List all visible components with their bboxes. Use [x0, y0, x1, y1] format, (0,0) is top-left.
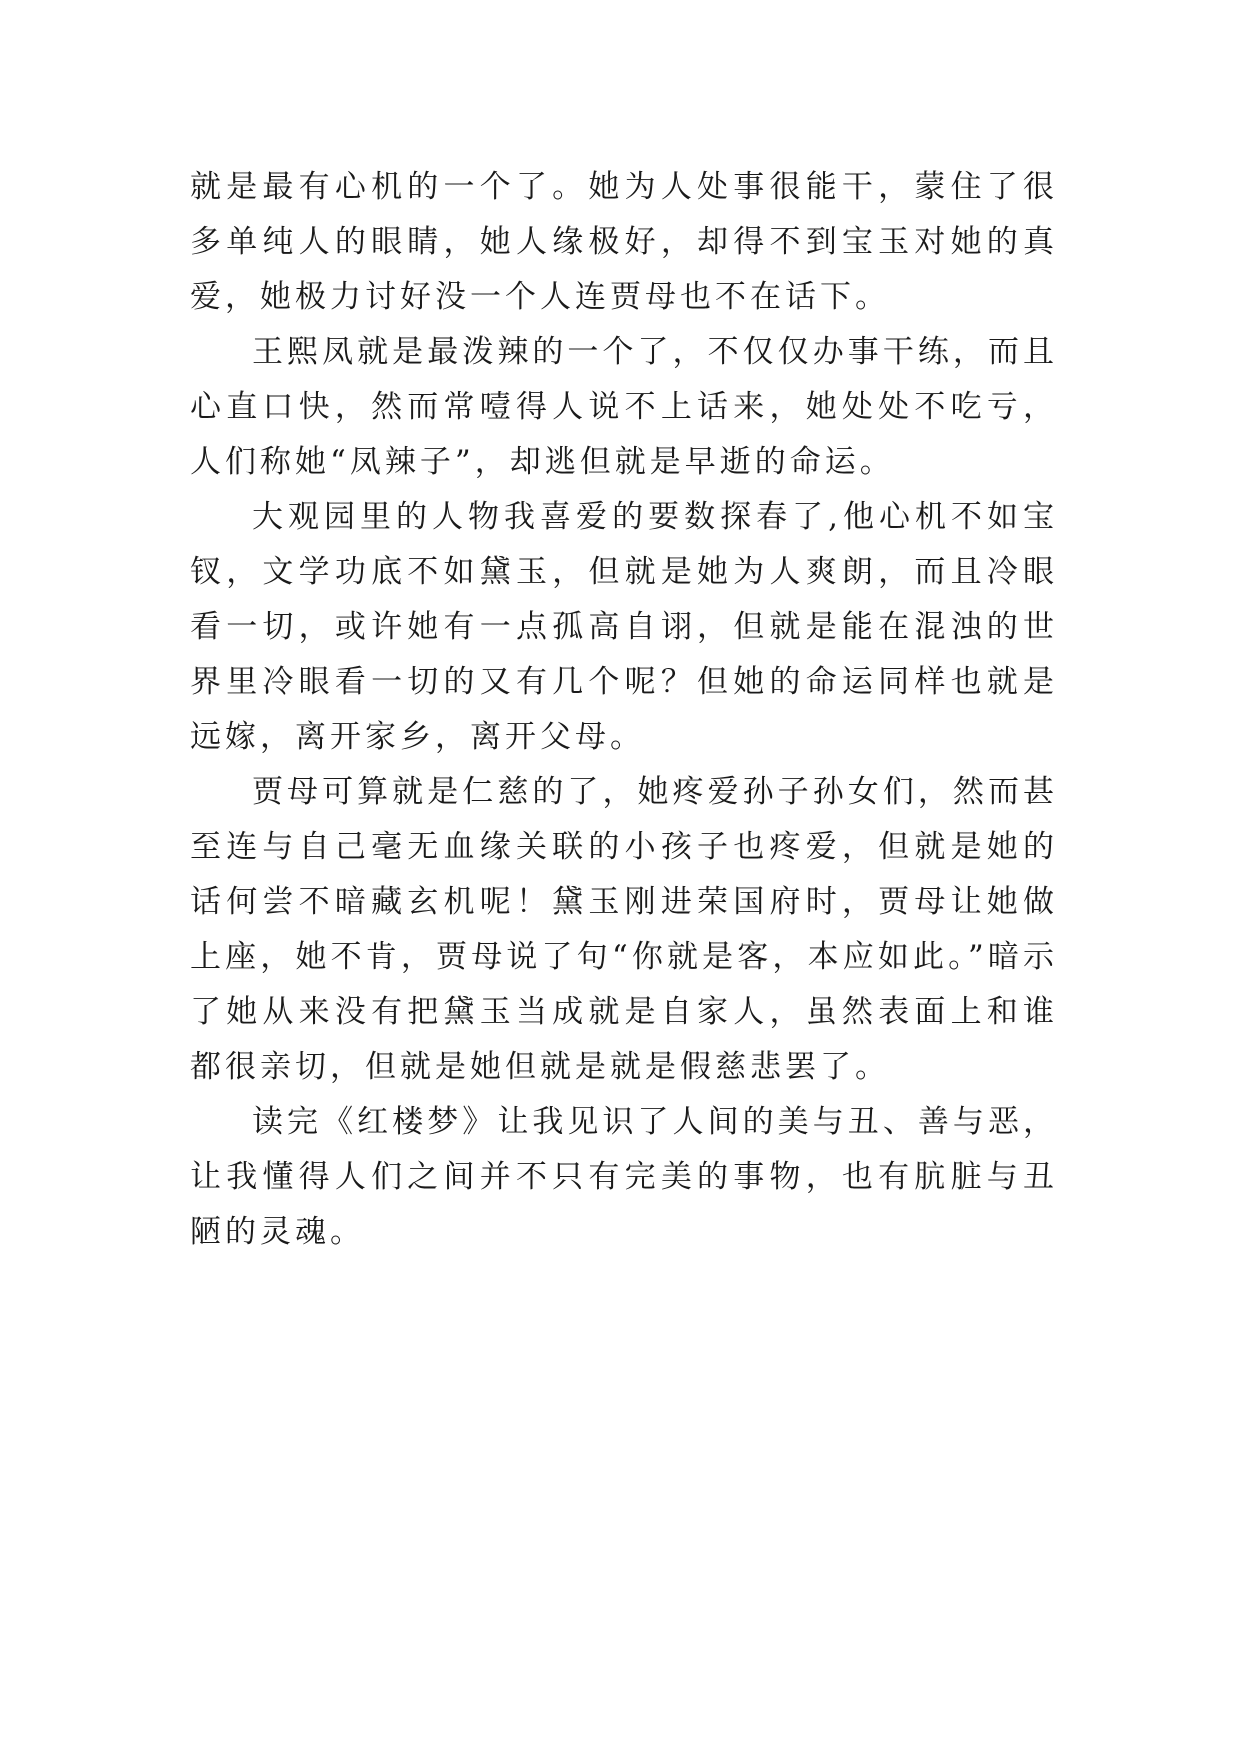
paragraph-2: 王熙凤就是最泼辣的一个了，不仅仅办事干练，而且心直口快，然而常噎得人说不上话来，她处处不吃亏，人们称她“凤辣子”，却逃但就是早逝的命运。	[190, 334, 1058, 480]
essay-body	[190, 160, 1058, 1260]
paragraph-3: 大观园里的人物我喜爱的要数探春了,他心机不如宝钗，文学功底不如黛玉，但就是她为人爽朗，而且冷眼看一切，或许她有一点孤高自诩，但就是能在混浊的世界里冷眼看一切的又有几个呢？但她的命运同样也就是远嫁，离开家乡，离开父母。	[190, 499, 1058, 755]
paragraph-4: 贾母可算就是仁慈的了，她疼爱孙子孙女们，然而甚至连与自己毫无血缘关联的小孩子也疼爱，但就是她的话何尝不暗藏玄机呢！黛玉刚进荣国府时，贾母让她做上座，她不肯，贾母说了句“你就是客，本应如此。”暗示了她从来没有把黛玉当成就是自家人，虽然表面上和谁都很亲切，但就是她但就是就是假慈悲罢了。	[190, 774, 1058, 1085]
paragraph-5: 读完《红楼梦》让我见识了人间的美与丑、善与恶，让我懂得人们之间并不只有完美的事物，也有肮脏与丑陋的灵魂。	[190, 1104, 1058, 1250]
paragraph-1: 就是最有心机的一个了。她为人处事很能干，蒙住了很多单纯人的眼睛，她人缘极好，却得不到宝玉对她的真爱，她极力讨好没一个人连贾母也不在话下。	[190, 169, 1058, 315]
